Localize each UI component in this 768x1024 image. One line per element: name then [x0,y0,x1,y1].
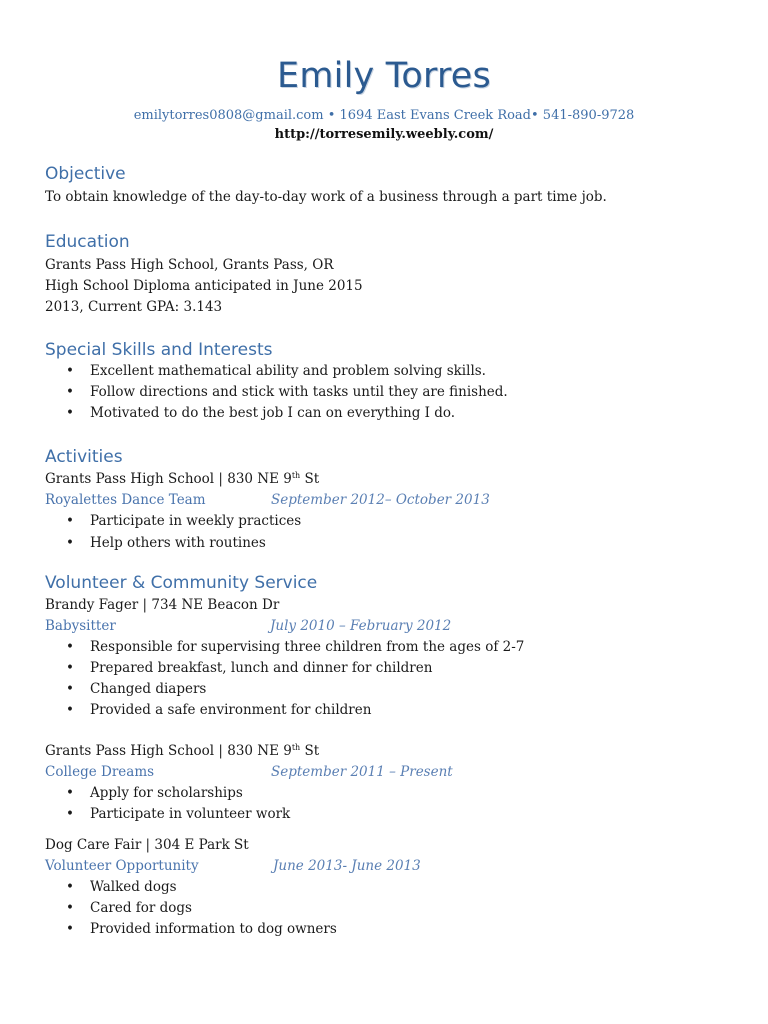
list-item-text: Help others with routines [90,535,266,551]
volunteer-dates: June 2013- June 2013 [273,858,421,874]
website-link[interactable]: http://torresemily.weebly.com/ [274,127,494,142]
ordinal-suffix: th [291,471,301,480]
education-line: 2013, Current GPA: 3.143 [45,299,223,315]
activities-org [45,470,319,488]
bullet-icon: • [66,639,74,655]
volunteer-dates: July 2010 – February 2012 [270,618,452,634]
volunteer-role: College Dreams [45,764,155,780]
section-title-volunteer: Volunteer & Community Service [45,573,318,593]
education-line: High School Diploma anticipated in June 2015 [45,278,363,294]
bullet-icon: • [66,660,74,676]
volunteer-role: Volunteer Opportunity [45,858,199,874]
bullet-icon: • [66,806,74,822]
section-title-activities: Activities [45,447,123,467]
org-text-end: St [300,471,320,487]
bullet-icon: • [66,785,74,801]
volunteer-org: Brandy Fager | 734 NE Beacon Dr [45,597,280,613]
list-item [66,534,266,552]
org-text: Grants Pass High School | 830 NE 9 [45,743,292,759]
list-item-text: Excellent mathematical ability and problem solving skills. [90,363,486,379]
list-item [66,701,371,719]
section-title-education: Education [45,232,130,252]
list-item-text: Provided a safe environment for children [90,702,372,718]
list-item-text: Provided information to dog owners [90,921,337,937]
bullet-icon: • [66,921,74,937]
list-item-text: Participate in weekly practices [90,513,302,529]
resume-name: Emily Torres [277,56,491,96]
list-item-text: Follow directions and stick with tasks until they are finished. [90,384,508,400]
objective-text: To obtain knowledge of the day-to-day work of a business through a part time job. [45,189,607,205]
volunteer-org [45,742,319,760]
list-item-text: Participate in volunteer work [90,806,291,822]
list-item [66,920,337,938]
bullet-icon: • [66,363,74,379]
org-text: Grants Pass High School | 830 NE 9 [45,471,292,487]
bullet-icon: • [66,405,74,421]
list-item [66,899,192,917]
bullet-icon: • [66,879,74,895]
list-item [66,404,455,422]
list-item [66,784,243,802]
section-title-objective: Objective [45,164,126,184]
list-item-text: Cared for dogs [90,900,192,916]
list-item [66,659,432,677]
bullet-icon: • [66,900,74,916]
list-item-text: Changed diapers [90,681,207,697]
list-item-text: Motivated to do the best job I can on everything I do. [90,405,456,421]
list-item [66,878,177,896]
list-item [66,805,290,823]
section-title-skills: Special Skills and Interests [45,340,273,360]
bullet-icon: • [66,535,74,551]
contact-line: emilytorres0808@gmail.com • 1694 East Evans Creek Road• 541-890-9728 [133,108,635,123]
volunteer-role: Babysitter [45,618,116,634]
list-item [66,512,301,530]
list-item-text: Walked dogs [90,879,177,895]
ordinal-suffix: th [291,743,301,752]
activities-dates: September 2012– October 2013 [271,492,490,508]
bullet-icon: • [66,681,74,697]
org-text-end: St [300,743,320,759]
list-item-text: Prepared breakfast, lunch and dinner for children [90,660,433,676]
list-item-text: Responsible for supervising three children from the ages of 2-7 [90,639,525,655]
volunteer-dates: September 2011 – Present [271,764,453,780]
education-line: Grants Pass High School, Grants Pass, OR [45,257,334,273]
list-item [66,362,486,380]
bullet-icon: • [66,384,74,400]
list-item [66,680,206,698]
bullet-icon: • [66,513,74,529]
volunteer-org: Dog Care Fair | 304 E Park St [45,837,249,853]
bullet-icon: • [66,702,74,718]
activities-role: Royalettes Dance Team [45,492,206,508]
list-item [66,638,524,656]
list-item [66,383,508,401]
list-item-text: Apply for scholarships [90,785,243,801]
